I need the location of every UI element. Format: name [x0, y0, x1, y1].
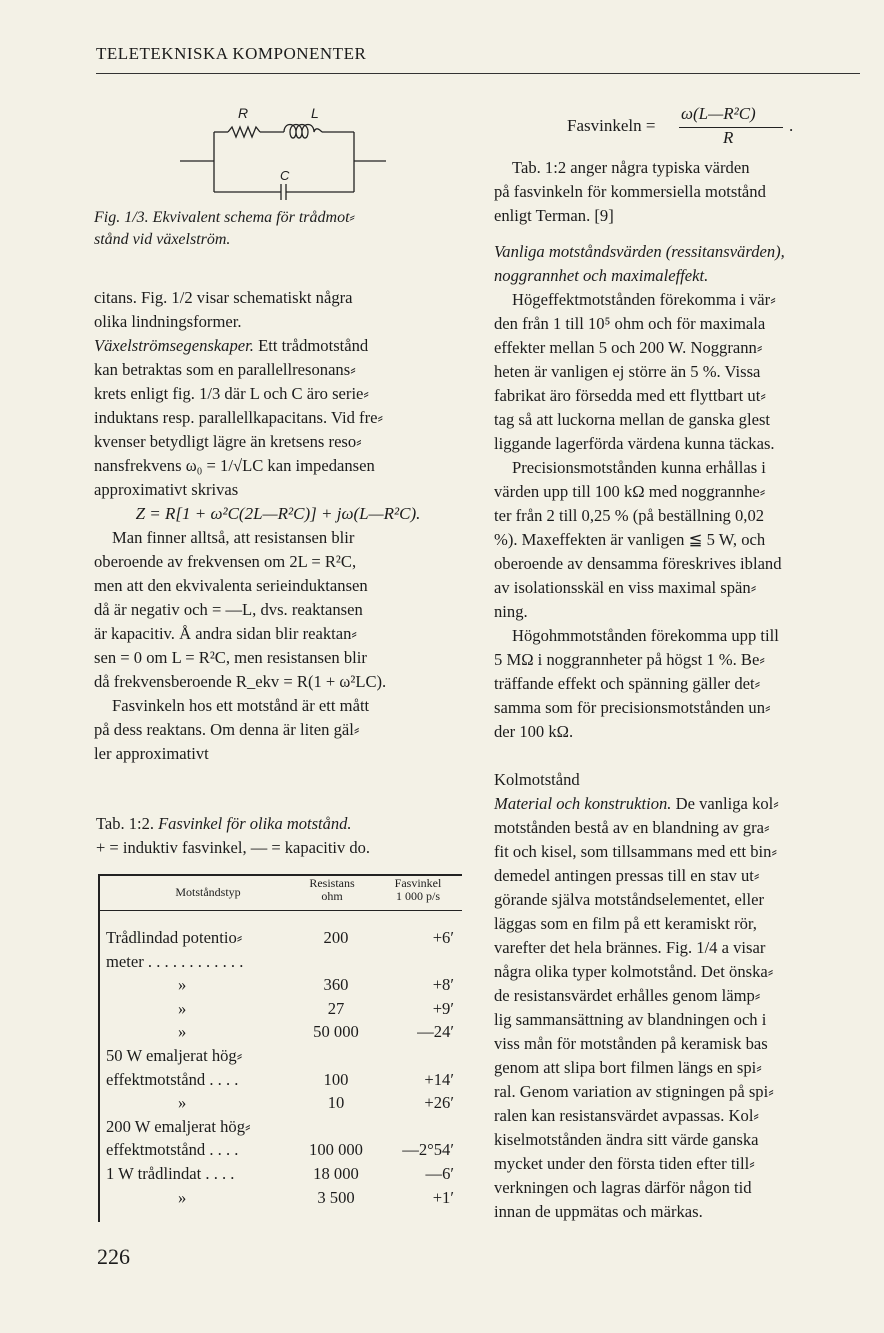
table-title: Fasvinkel för olika motstånd. [158, 814, 352, 833]
cell-resistance: 10 [327, 1093, 345, 1113]
text-line: oberoende av densamma föreskrives ibland [494, 554, 782, 573]
cell-resistance: 50 000 [313, 1022, 359, 1042]
text-line: görande själva motståndselementet, eller [494, 890, 765, 909]
text-line: citans. Fig. 1/2 visar schematiskt några [94, 288, 353, 307]
text-line: Precisionsmotstånden kunna erhållas i [512, 458, 766, 477]
formula-numerator: ω(L—R²C) [681, 104, 756, 123]
cell-type: Trådlindad potentio⸗ [106, 928, 243, 947]
text-line: enligt Terman. [9] [494, 206, 614, 225]
text-line: effekter mellan 5 och 200 W. Noggrann⸗ [494, 338, 763, 357]
table-number: Tab. 1:2. [96, 814, 154, 833]
header-resistance [294, 877, 370, 903]
cell-resistance: 3 500 [317, 1187, 355, 1207]
text-line: kvenser betydligt lägre än kretsens reso⸗ [94, 432, 362, 451]
cell-resistance: 100 000 [309, 1140, 363, 1160]
table-row [106, 926, 462, 949]
table-row [106, 973, 462, 996]
text-line: då är negativ och = —L, dvs. reaktansen [94, 600, 363, 619]
cell-resistance: 18 000 [313, 1164, 359, 1183]
cell-resistance: 360 [323, 975, 349, 995]
cell-type: » [178, 975, 187, 995]
header-rule [96, 73, 860, 74]
text-line: approximativt skrivas [94, 480, 239, 499]
text-line: varefter det hela brännes. Fig. 1/4 a visar [494, 938, 766, 957]
caption-line: stånd vid växelström. [94, 231, 231, 248]
table-row [106, 997, 462, 1020]
inductor-symbol [284, 125, 322, 139]
text-line: ler approximativt [94, 744, 209, 763]
text-line: de resistansvärdet erhålles genom lämp⸗ [494, 986, 761, 1005]
text-line: tag så att luckorna mellan de ganska glest [494, 410, 771, 429]
text-line: på dess reaktans. Om denna är liten gäl⸗ [94, 720, 360, 739]
text-line [94, 334, 462, 358]
header-resistance-line2: ohm [321, 889, 343, 903]
caption-line: Fig. 1/3. Ekvivalent schema för trådmot⸗ [94, 209, 355, 226]
header-phase-line2: 1 000 p/s [395, 889, 440, 903]
text-line: lig sammansättning av blandningen och i [494, 1010, 767, 1029]
text-line: nansfrekvens ω₀ = 1/√LC kan impedansen [94, 456, 375, 475]
text-line: Man finner alltså, att resistansen blir [112, 528, 355, 547]
run-in-heading: Material och konstruktion. [494, 794, 672, 813]
table-row [106, 1138, 462, 1161]
text-line: ter från 2 till 0,25 % (på beställning 0,02 [494, 506, 765, 525]
text-line: fabrikat äro försedda med ett flyttbart ut⸗ [494, 386, 766, 405]
text-line: viss mån för motstånden på keramisk bas [494, 1034, 768, 1053]
table-legend: + = induktiv fasvinkel, — = kapacitiv do. [96, 838, 370, 857]
cell-phase: —24′ [417, 1022, 454, 1042]
cell-phase: +1′ [432, 1187, 454, 1207]
figure-caption [94, 207, 462, 251]
label-l: L [311, 105, 319, 121]
cell-phase: +8′ [432, 975, 454, 995]
table-row [106, 1020, 462, 1043]
cell-phase: +6′ [432, 928, 454, 947]
text-line: ning. [494, 602, 528, 621]
text-line: krets enligt fig. 1/3 där L och C äro serie⸗ [94, 384, 369, 403]
text-line: läggas som en film på ett keramiskt rör, [494, 914, 757, 933]
cell-resistance: 200 [323, 928, 349, 947]
text-line: 5 MΩ i noggrannheter på högst 1 %. Be⸗ [494, 650, 765, 669]
text-line: den från 1 till 10⁵ ohm och för maximala [494, 314, 766, 333]
formula-label: Fasvinkeln = [567, 116, 656, 135]
table-caption-line [96, 812, 466, 836]
cell-phase: +14′ [424, 1069, 454, 1089]
table-row [106, 950, 462, 973]
table-row [106, 1186, 462, 1209]
left-column-text [94, 286, 462, 766]
cell-type: effektmotstånd . . . . [106, 1140, 239, 1160]
cell-resistance: 100 [323, 1069, 349, 1089]
cell-type: » [178, 1093, 187, 1113]
formula-denominator: R [723, 128, 734, 147]
phase-angle-table [98, 874, 462, 1222]
page-number: 226 [97, 1244, 130, 1269]
text-line: der 100 kΩ. [494, 722, 574, 741]
section-heading-kolmotstand: Kolmotstånd [494, 770, 580, 789]
cell-type: 200 W emaljerat hög⸗ [106, 1116, 251, 1136]
table-left-rule [98, 874, 100, 1222]
text-line: Tab. 1:2 anger några typiska värden [512, 158, 750, 177]
text-line: induktans resp. parallellkapacitans. Vid fre⸗ [94, 408, 383, 427]
text-line: verkningen och lagras därför någon tid [494, 1178, 752, 1197]
text-line: ralen kan resistansvärdet avpassas. Kol⸗ [494, 1106, 759, 1125]
phase-angle-formula [567, 104, 827, 152]
header-type: Motståndstyp [175, 885, 241, 899]
cell-type: 1 W trådlindat . . . . [106, 1164, 235, 1183]
header-resistance-line1: Resistans [309, 876, 355, 890]
cell-type: effektmotstånd . . . . [106, 1069, 239, 1089]
table-caption [96, 812, 466, 860]
text-line: kan betraktas som en parallellresonans⸗ [94, 360, 356, 379]
impedance-formula: Z = R[1 + ω²C(2L—R²C)] + jω(L—R²C). [135, 504, 421, 523]
text-line: innan de uppmätas och märkas. [494, 1202, 703, 1221]
text-line: oberoende av frekvensen om 2L = R²C, [94, 552, 357, 571]
text-line: ral. Genom variation av stigningen på spi⸗ [494, 1082, 774, 1101]
text-line: motstånden bestå av en blandning av gra⸗ [494, 818, 770, 837]
section-heading: Vanliga motståndsvärden (ressitansvärden), [494, 242, 785, 261]
text-line: kiselmotstånden ändra sitt värde ganska [494, 1130, 759, 1149]
text-line: men att den ekvivalenta serieinduktansen [94, 576, 368, 595]
text-line: på fasvinkeln för kommersiella motstånd [494, 182, 766, 201]
text-line: sen = 0 om L = R²C, men resistansen blir [94, 648, 367, 667]
cell-resistance: 27 [327, 998, 345, 1018]
cell-type: 50 W emaljerat hög⸗ [106, 1046, 243, 1065]
text-line: Högeffektmotstånden förekomma i vär⸗ [512, 290, 776, 309]
section-heading: noggrannhet och maximaleffekt. [494, 266, 709, 285]
text-line: Fasvinkeln hos ett motstånd är ett mått [112, 696, 370, 715]
text-line [494, 792, 866, 816]
table-row [106, 1068, 462, 1091]
cell-phase: +26′ [424, 1093, 454, 1113]
text-line: liggande lagerförda värdena kunna täckas. [494, 434, 775, 453]
cell-type: meter . . . . . . . . . . . . [106, 951, 244, 971]
text-line: är kapacitiv. Å andra sidan blir reaktan⸗ [94, 624, 357, 643]
text-line: mycket under den första tiden efter till⸗ [494, 1154, 755, 1173]
text-line: Högohmmotstånden förekomma upp till [512, 626, 779, 645]
cell-phase: —2°54′ [402, 1140, 454, 1160]
text-line: olika lindningsformer. [94, 312, 242, 331]
text-line: %). Maxeffekten är vanligen ≦ 5 W, och [494, 530, 766, 549]
run-in-heading: Växelströmsegenskaper. [94, 336, 254, 355]
header-phase-line1: Fasvinkel [394, 876, 442, 890]
text-line: då frekvensberoende R_ekv = R(1 + ω²LC). [94, 672, 387, 691]
text-run: Ett trådmotstånd [253, 336, 369, 355]
text-line: genom att slipa bort filmen längs en spi⸗ [494, 1058, 762, 1077]
table-row [106, 1162, 462, 1185]
text-line: demedel antingen pressas till en stav ut⸗ [494, 866, 760, 885]
table-header-rule [98, 910, 462, 911]
text-line: värden upp till 100 kΩ med noggrannhe⸗ [494, 482, 766, 501]
text-line: fit och kisel, som tillsammans med ett bin⸗ [494, 842, 777, 861]
text-line: av isolationsskäl en viss maximal spän⸗ [494, 578, 757, 597]
label-c: C [280, 168, 290, 183]
table-row [106, 1115, 462, 1138]
cell-type: » [178, 998, 187, 1018]
resistor-symbol [228, 127, 260, 137]
formula-period: . [789, 116, 794, 135]
text-line: heten är vanligen ej större än 5 %. Vissa [494, 362, 761, 381]
table-row [106, 1091, 462, 1114]
table-row [106, 1044, 462, 1067]
cell-type: » [178, 1022, 187, 1042]
cell-phase: —6′ [425, 1164, 454, 1183]
label-r: R [238, 105, 249, 121]
running-header: TELETEKNISKA KOMPONENTER [96, 44, 367, 63]
cell-type: » [178, 1187, 187, 1207]
equivalent-circuit-diagram [180, 100, 390, 210]
text-line: träffande effekt och spänning gäller det⸗ [494, 674, 761, 693]
cell-phase: +9′ [432, 998, 454, 1018]
right-column-text [494, 156, 866, 1224]
text-run: De vanliga kol⸗ [671, 794, 779, 813]
text-line: några olika typer kolmotstånd. Det önska⸗ [494, 962, 774, 981]
text-line: samma som för precisionsmotstånden un⸗ [494, 698, 771, 717]
header-phase [378, 877, 458, 903]
